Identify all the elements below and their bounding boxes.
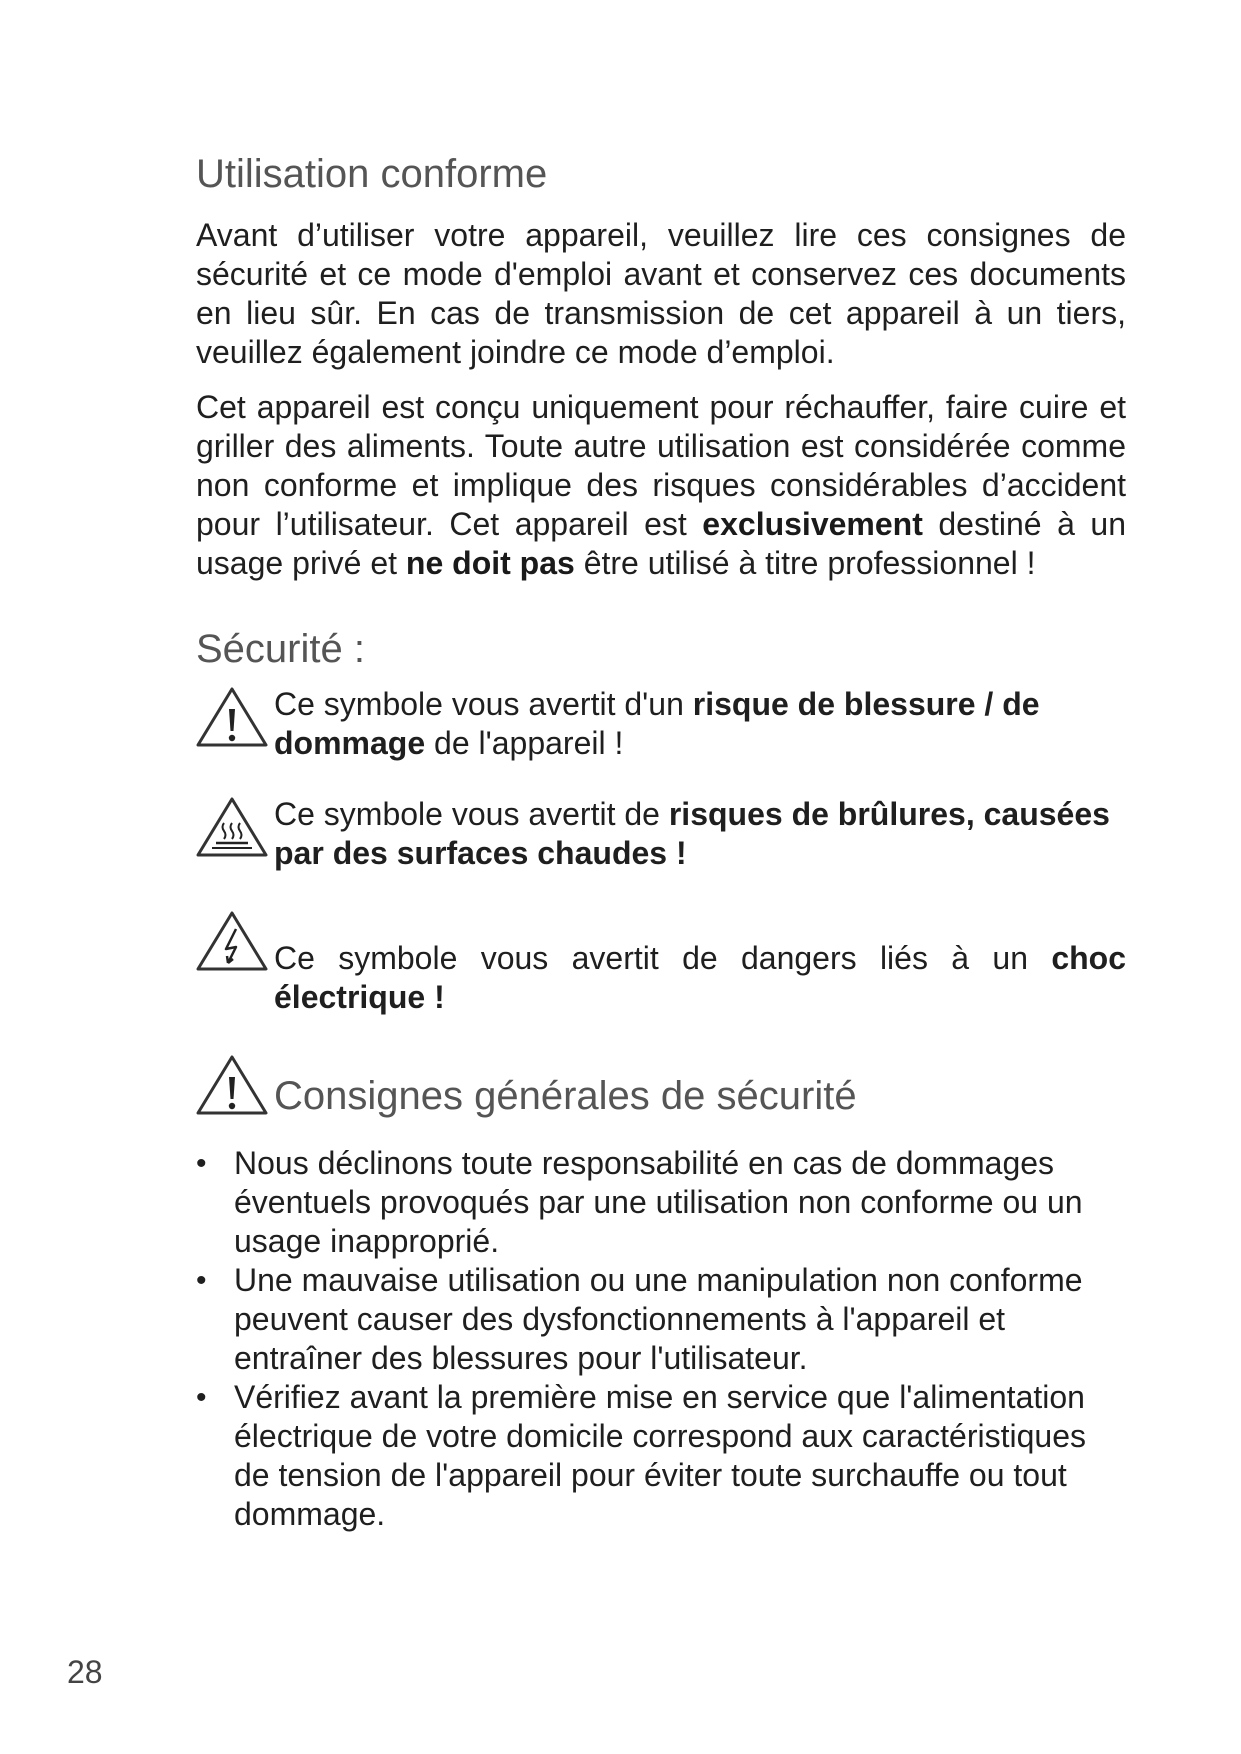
section-title-consignes: Consignes générales de sécurité: [274, 1074, 857, 1118]
document-page: [196, 150, 1126, 1534]
section-title-utilisation: Utilisation conforme: [196, 152, 548, 196]
hot-surface-icon: [196, 795, 274, 866]
symbol-row-injury: [196, 685, 1126, 763]
symbol-text-injury: [274, 685, 1126, 763]
paragraph-usage-bold-2: ne doit pas: [405, 545, 575, 581]
page-number: 28: [67, 1654, 103, 1690]
paragraph-intro: Avant d’utiliser votre appareil, veuillez lire ces consignes de sécurité et ce mode d'emploi avant et conservez ces documents en lieu sûr. En cas de transmission de cet appareil à un tiers, veuillez également joindre ce mode d’emploi.: [196, 217, 1126, 370]
bullet-text-3: Vérifiez avant la première mise en service que l'alimentation électrique de votre domicile correspond aux caractéristiques de tension de l'appareil pour éviter toute surchauffe ou tout dommage.: [234, 1379, 1086, 1532]
symbol-text-injury-after: de l'appareil !: [425, 725, 624, 761]
bullet-dot: •: [196, 1381, 207, 1414]
bullet-dot: •: [196, 1147, 207, 1180]
paragraph-usage-text-3: être utilisé à titre professionnel !: [574, 545, 1036, 581]
bullet-dot: •: [196, 1264, 207, 1297]
symbol-text-injury-bold: risque de blessure / de dommage: [274, 686, 1040, 761]
symbol-text-electric-before: Ce symbole vous avertit de dangers liés à un: [274, 940, 1052, 976]
bullet-text-1: Nous déclinons toute responsabilité en cas de dommages éventuels provoqués par une utilisation non conforme ou un usage inapproprié.: [234, 1145, 1083, 1259]
list-item: [196, 1261, 1126, 1378]
paragraph-usage-text-1: Cet appareil est conçu uniquement pour réchauffer, faire cuire et griller des aliments. Toute autre utilisation est considérée comme non conforme et implique des risques considérables d’accident pour l’utilisateur. Cet appareil est: [196, 389, 1126, 542]
symbol-text-burn-bold: risques de brûlures, causées par des surfaces chaudes !: [274, 796, 1110, 871]
paragraph-usage-bold-1: exclusivement: [702, 506, 923, 542]
symbol-row-burn: [196, 795, 1126, 873]
electric-shock-icon: [196, 909, 274, 980]
symbol-text-burn-before: Ce symbole vous avertit de: [274, 796, 669, 832]
symbol-text-electric: [274, 939, 1126, 1017]
section-title-securite: Sécurité :: [196, 627, 365, 671]
symbol-text-injury-before: Ce symbole vous avertit d'un: [274, 686, 693, 722]
warning-exclamation-icon: [196, 685, 274, 754]
bullet-text-2: Une mauvaise utilisation ou une manipulation non conforme peuvent causer des dysfonctionnements à l'appareil et entraîner des blessures pour l'utilisateur.: [234, 1262, 1083, 1376]
paragraph-usage-text-2: destiné à un usage privé et: [196, 506, 1127, 581]
warning-exclamation-icon: [196, 1053, 274, 1122]
symbol-text-burn: [274, 795, 1126, 873]
safety-bullet-list: [196, 1144, 1126, 1534]
section-header-consignes: [196, 1053, 1126, 1122]
list-item: [196, 1378, 1126, 1534]
list-item: [196, 1144, 1126, 1261]
symbol-row-electric: [196, 909, 1126, 1017]
symbol-text-electric-bold: choc électrique !: [274, 940, 1126, 1015]
paragraph-usage: [196, 388, 1126, 583]
